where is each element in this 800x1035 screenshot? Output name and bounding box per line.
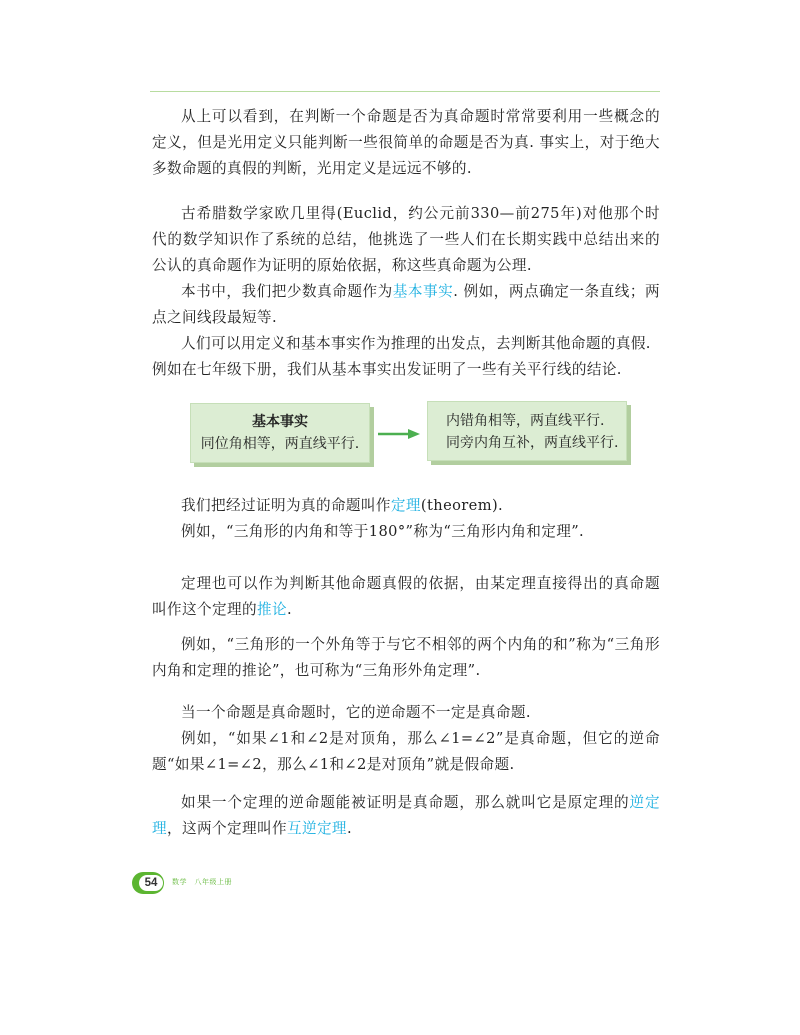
text: .: [346, 820, 352, 837]
text: 如果一个定理的逆命题能被证明是真命题，那么就叫它是原定理的: [181, 794, 630, 811]
text: (theorem).: [420, 497, 504, 514]
text: . 例如，两点确定一条直线；两点之间线段最短等.: [152, 283, 660, 326]
arrow-right-icon: [378, 428, 420, 440]
keyword-basic-fact: 基本事实: [392, 283, 454, 300]
paragraph-converse: 当一个命题是真命题时，它的逆命题不一定是真命题.: [181, 704, 531, 721]
page-footer: [132, 872, 272, 894]
keyword-mutual-converse-theorems: 互逆定理: [286, 820, 347, 837]
paragraph-intro: 从上可以看到，在判断一个命题是否为真命题时常常要利用一些概念的定义，但是光用定义只能判断一些很简单的命题是否为真. 事实上，对于绝大多数命题的真假的判断，光用定义是远远不够的.: [152, 108, 660, 177]
paragraph-example-grade7: 例如在七年级下册，我们从基本事实出发证明了一些有关平行线的结论.: [152, 361, 622, 378]
diagram-box-text: 内错角相等，两直线平行.: [446, 413, 605, 429]
paragraph-euclid: 古希腊数学家欧几里得(Euclid，约公元前330—前275年)对他那个时代的数学知识作了系统的总结，他挑选了一些人们在长期实践中总结出来的公认的真命题作为证明的原始依据，称这些真命题为公理.: [152, 205, 660, 274]
paragraph-theorem-definition: [152, 493, 660, 519]
header-rule: [150, 91, 660, 92]
diagram-box-basic-fact: [190, 403, 370, 463]
page-number: 54: [139, 875, 163, 891]
keyword-theorem: 定理: [390, 497, 421, 514]
text: 定理也可以作为判断其他命题真假的依据，由某定理直接得出的真命题叫作这个定理的: [152, 575, 660, 618]
page-number-badge: [132, 872, 164, 894]
text: .: [286, 601, 293, 618]
keyword-converse-theorem: 逆定理: [152, 794, 660, 837]
book-title: 数学 八年级上册: [172, 878, 232, 886]
paragraph-corollary-definition: [152, 571, 660, 623]
text: ，这两个定理叫作: [167, 820, 287, 837]
paragraph-theorem-example: 例如，“三角形的内角和等于180°”称为“三角形内角和定理”.: [181, 523, 585, 540]
keyword-corollary: 推论: [256, 601, 287, 618]
paragraph-corollary-example: 例如，“三角形的一个外角等于与它不相邻的两个内角的和”称为“三角形内角和定理的推论”，也可称为“三角形外角定理”.: [152, 636, 660, 679]
paragraph-converse-theorem: [152, 790, 660, 842]
paragraph-converse-example: 例如，“如果∠1和∠2是对顶角，那么∠1=∠2”是真命题，但它的逆命题“如果∠1=∠2，那么∠1和∠2是对顶角”就是假命题.: [152, 730, 660, 773]
text: 我们把经过证明为真的命题叫作: [181, 497, 391, 514]
paragraph-basic-facts: [152, 279, 660, 331]
diagram-box-derived-results: [427, 401, 627, 461]
diagram-box-text: 同旁内角互补，两直线平行.: [446, 435, 619, 451]
text: 本书中，我们把少数真命题作为: [181, 283, 393, 300]
paragraph-reasoning: 人们可以用定义和基本事实作为推理的出发点，去判断其他命题的真假.: [181, 335, 651, 352]
diagram-box-text: 同位角相等，两直线平行.: [200, 436, 360, 452]
diagram-box-title: 基本事实: [252, 414, 308, 430]
